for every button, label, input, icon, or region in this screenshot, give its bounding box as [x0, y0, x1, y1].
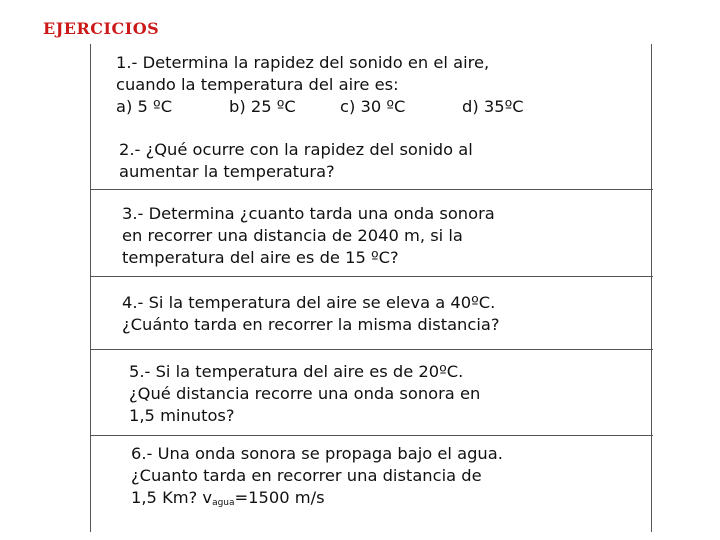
- divider-1: [91, 189, 653, 190]
- exercise-5-line-1: 5.- Si la temperatura del aire es de 20ºC.: [129, 362, 464, 381]
- page-title: EJERCICIOS: [43, 19, 160, 38]
- exercise-2-line-1: 2.- ¿Qué ocurre con la rapidez del sonido al: [119, 140, 473, 159]
- exercise-1-line-1: 1.- Determina la rapidez del sonido en el aire,: [116, 53, 490, 72]
- exercise-6-line-3-end: =1500 m/s: [234, 488, 325, 507]
- option-c: c) 30 ºC: [340, 97, 406, 116]
- divider-3: [91, 349, 653, 350]
- exercise-5: [129, 361, 480, 427]
- exercise-1: [116, 52, 524, 118]
- exercise-6-line-3: [131, 487, 503, 514]
- exercise-6-line-3-start: 1,5 Km? v: [131, 488, 213, 507]
- exercise-6-line-1: 6.- Una onda sonora se propaga bajo el agua.: [131, 444, 503, 463]
- exercise-3-line-1: 3.- Determina ¿cuanto tarda una onda sonora: [122, 204, 495, 223]
- exercise-1-line-2: cuando la temperatura del aire es:: [116, 75, 399, 94]
- exercise-5-line-2: ¿Qué distancia recorre una onda sonora en: [129, 384, 481, 403]
- divider-4: [91, 435, 653, 436]
- exercise-4: [122, 292, 499, 336]
- exercise-4-line-1: 4.- Si la temperatura del aire se eleva a 40ºC.: [122, 293, 496, 312]
- option-d: d) 35ºC: [462, 97, 524, 116]
- option-b: b) 25 ºC: [229, 97, 296, 116]
- right-border: [651, 44, 652, 532]
- option-a: a) 5 ºC: [116, 97, 173, 116]
- exercise-3-line-3: temperatura del aire es de 15 ºC?: [122, 248, 399, 267]
- exercise-3-line-2: en recorrer una distancia de 2040 m, si la: [122, 226, 463, 245]
- exercise-6: [131, 443, 503, 514]
- exercise-3: [122, 203, 495, 269]
- exercise-6-line-2: ¿Cuanto tarda en recorrer una distancia de: [131, 466, 482, 485]
- exercise-2-line-2: aumentar la temperatura?: [119, 162, 335, 181]
- velocity-subscript: agua: [212, 498, 235, 508]
- exercise-4-line-2: ¿Cuánto tarda en recorrer la misma distancia?: [122, 315, 500, 334]
- exercise-5-line-3: 1,5 minutos?: [129, 406, 235, 425]
- exercise-1-options: [116, 96, 524, 118]
- divider-2: [91, 276, 653, 277]
- left-border: [90, 44, 91, 532]
- exercise-2: [119, 139, 473, 183]
